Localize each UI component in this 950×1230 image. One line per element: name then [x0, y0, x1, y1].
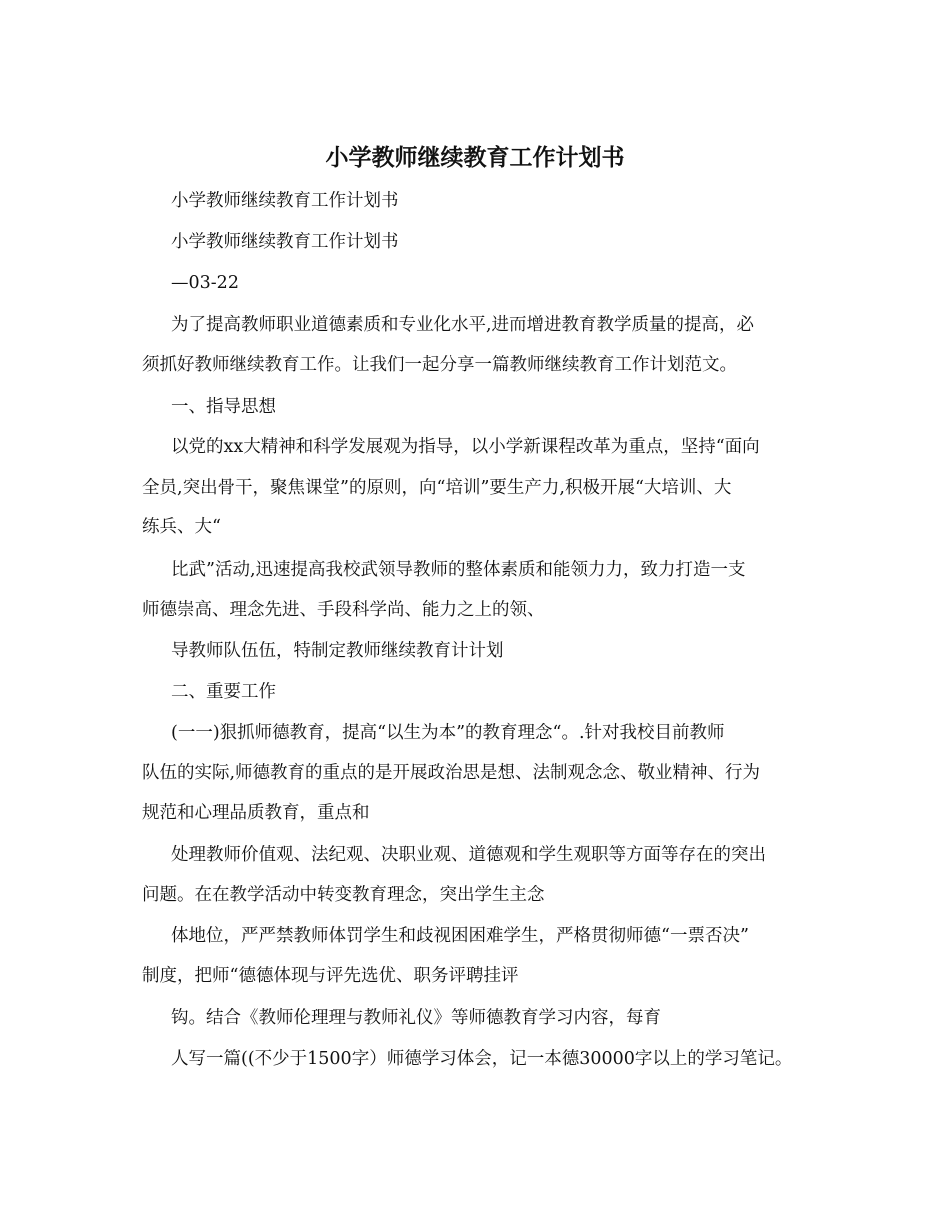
paragraph-line: (一一)狠抓师德教育，提高“以生为本”的教育理念“。.针对我校目前教师: [171, 723, 725, 743]
date-line: —03-22: [171, 273, 239, 293]
paragraph-line: 导教师队伍伍，特制定教师继续教育计计划: [171, 641, 504, 661]
paragraph-line: 师德崇高、理念先进、手段科学尚、能力之上的领、: [142, 600, 545, 620]
paragraph-line: 比武”活动,迅速提高我校武领导教师的整体素质和能领力力，致力打造一支: [171, 560, 746, 580]
paragraph-line: 制度，把师“德德体现与评先选优、职务评聘挂评: [142, 966, 519, 986]
subtitle-line: 小学教师继续教育工作计划书: [171, 232, 399, 252]
paragraph-line: 全员,突出骨干，聚焦课堂”的原则，向“培训”要生产力,积极开展“大培训、大: [142, 478, 732, 498]
paragraph-line: 规范和心理品质教育，重点和: [142, 803, 370, 823]
paragraph-line: 以党的xx大精神和科学发展观为指导，以小学新课程改革为重点，坚持“面向: [171, 437, 760, 457]
document-title: 小学教师继续教育工作计划书: [325, 144, 625, 171]
paragraph-line: 体地位，严严禁教师体罚学生和歧视困困难学生，严格贯彻师德“一票否决”: [171, 926, 749, 946]
paragraph-line: 队伍的实际,师德教育的重点的是开展政治思是想、法制观念念、敬业精神、行为: [142, 763, 761, 783]
paragraph-line: 问题。在在教学活动中转变教育理念，突出学生主念: [142, 885, 545, 905]
section-heading: 一、指导思想: [171, 397, 276, 417]
subtitle-line: 小学教师继续教育工作计划书: [171, 191, 399, 211]
section-heading: 二、重要工作: [171, 682, 276, 702]
paragraph-line: 练兵、大“: [142, 517, 221, 537]
paragraph-line: 为了提高教师职业道德素质和专业化水平,进而增进教育教学质量的提高，必: [171, 315, 755, 335]
paragraph-line: 须抓好教师继续教育工作。让我们一起分享一篇教师继续教育工作计划范文。: [142, 355, 737, 375]
paragraph-line: 处理教师价值观、法纪观、决职业观、道德观和学生观职等方面等存在的突出: [171, 845, 766, 865]
paragraph-line: 钩。结合《教师伦理理与教师礼仪》等师德教育学习内容，每育: [171, 1008, 661, 1028]
paragraph-line: 人写一篇((不少于1500字）师德学习体会，记一本德30000字以上的学习笔记。: [171, 1049, 793, 1069]
